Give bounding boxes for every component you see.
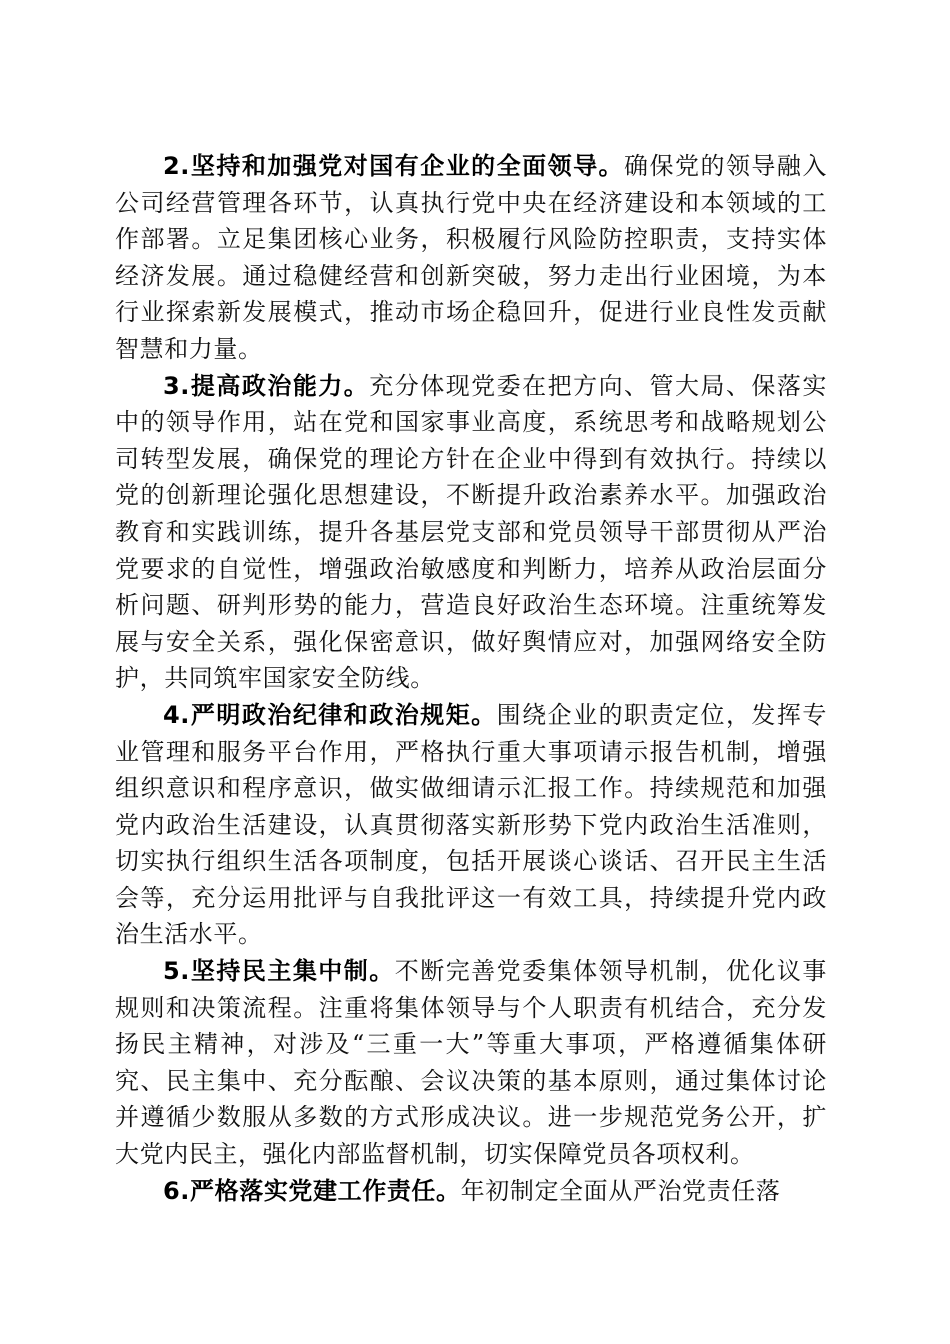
paragraph-text: 围绕企业的职责定位，发挥专业管理和服务平台作用，严格执行重大事项请示报告机制，增强组织意识和程序意识，做实做细请示汇报工作。持续规范和加强党内政治生活建设，认真贯彻落实新形势下党内政治生活准则，切实执行组织生活各项制度，包括开展谈心谈话、召开民主生活会等，充分运用批评与自我批评这一有效工具，持续提升党内政治生活水平。: [115, 700, 827, 949]
paragraph-heading: 坚持民主集中制。: [190, 957, 395, 986]
paragraph-2: [115, 148, 827, 368]
paragraph-text: 不断完善党委集体领导机制，优化议事规则和决策流程。注重将集体领导与个人职责有机结合，充分发扬民主精神，对涉及“三重一大”等重大事项，严格遵循集体研究、民主集中、充分酝酿、会议决策的基本原则，通过集体讨论并遵循少数服从多数的方式形成决议。进一步规范党务公开，扩大党内民主，强化内部监督机制，切实保障党员各项权利。: [115, 957, 827, 1169]
paragraph-number: 6.: [163, 1176, 191, 1205]
paragraph-text: 确保党的领导融入公司经营管理各环节，认真执行党中央在经济建设和本领域的工作部署。立足集团核心业务，积极履行风险防控职责，支持实体经济发展。通过稳健经营和创新突破，努力走出行业困境，为本行业探索新发展模式，推动市场企稳回升，促进行业良性发贡献智慧和力量。: [115, 152, 827, 363]
paragraph-text: 年初制定全面从严治党责任落: [460, 1176, 781, 1205]
paragraph-heading: 严格落实党建工作责任。: [190, 1176, 461, 1205]
document-body: [115, 148, 827, 1209]
paragraph-text: 充分体现党委在把方向、管大局、保落实中的领导作用，站在党和国家事业高度，系统思考和战略规划公司转型发展，确保党的理论方针在企业中得到有效执行。持续以党的创新理论强化思想建设，不断提升政治素养水平。加强政治教育和实践训练，提升各基层党支部和党员领导干部贯彻从严治党要求的自觉性，增强政治敏感度和判断力，培养从政治层面分析问题、研判形势的能力，营造良好政治生态环境。注重统筹发展与安全关系，强化保密意识，做好舆情应对，加强网络安全防护，共同筑牢国家安全防线。: [115, 371, 827, 693]
paragraph-heading: 坚持和加强党对国有企业的全面领导。: [190, 152, 625, 180]
paragraph-number: 4.: [163, 700, 191, 729]
paragraph-number: 3.: [163, 371, 191, 400]
paragraph-heading: 提高政治能力。: [190, 371, 370, 400]
paragraph-heading: 严明政治纪律和政治规矩。: [190, 700, 497, 729]
paragraph-5: [115, 953, 827, 1173]
paragraph-number: 5.: [163, 957, 191, 986]
paragraph-6: [115, 1173, 827, 1210]
paragraph-number: 2.: [163, 152, 191, 180]
paragraph-4: [115, 697, 827, 953]
paragraph-3: [115, 368, 827, 697]
